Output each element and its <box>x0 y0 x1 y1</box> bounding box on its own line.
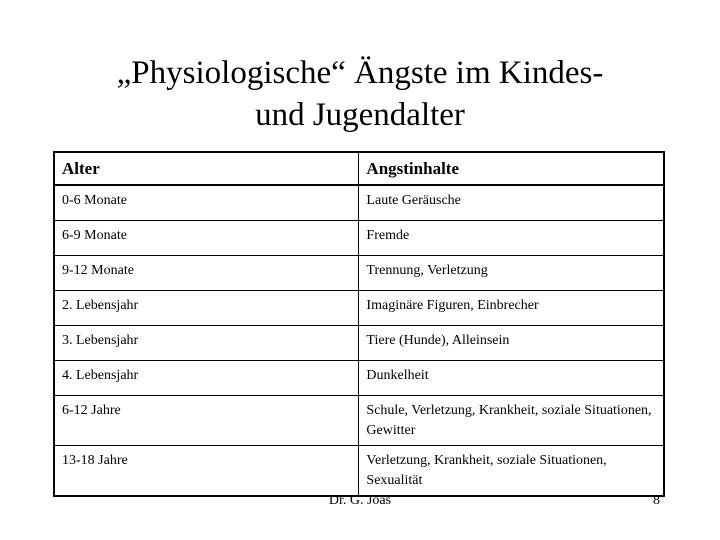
fear-cell: Tiere (Hunde), Alleinsein <box>359 326 664 361</box>
slide-title-line-2: und Jugendalter <box>255 97 465 133</box>
fears-table <box>53 151 665 497</box>
slide-title <box>40 52 680 136</box>
table-row <box>54 291 664 326</box>
table-row <box>54 221 664 256</box>
fear-cell: Laute Geräusche <box>359 185 664 221</box>
table-row <box>54 446 664 497</box>
table-row <box>54 256 664 291</box>
age-cell: 6-9 Monate <box>54 221 359 256</box>
fear-cell: Fremde <box>359 221 664 256</box>
table-row <box>54 185 664 221</box>
age-cell: 13-18 Jahre <box>54 446 359 497</box>
age-cell: 2. Lebensjahr <box>54 291 359 326</box>
footer-author: Dr. G. Joas <box>328 493 392 508</box>
age-cell: 6-12 Jahre <box>54 396 359 446</box>
fear-cell: Imaginäre Figuren, Einbrecher <box>359 291 664 326</box>
table-row <box>54 326 664 361</box>
column-header-age: Alter <box>54 152 359 185</box>
age-cell: 4. Lebensjahr <box>54 361 359 396</box>
slide-title-line-1: „Physiologische“ Ängste im Kindes- <box>116 55 604 91</box>
age-cell: 0-6 Monate <box>54 185 359 221</box>
age-cell: 3. Lebensjahr <box>54 326 359 361</box>
column-header-fear-content: Angstinhalte <box>359 152 664 185</box>
fear-cell: Verletzung, Krankheit, soziale Situationen, Sexualität <box>359 446 664 497</box>
fear-cell: Dunkelheit <box>359 361 664 396</box>
age-cell: 9-12 Monate <box>54 256 359 291</box>
table-header-row <box>54 152 664 185</box>
page-number: 8 <box>653 493 660 508</box>
table-row <box>54 361 664 396</box>
fear-cell: Schule, Verletzung, Krankheit, soziale Situationen, Gewitter <box>359 396 664 446</box>
table-row <box>54 396 664 446</box>
fear-cell: Trennung, Verletzung <box>359 256 664 291</box>
